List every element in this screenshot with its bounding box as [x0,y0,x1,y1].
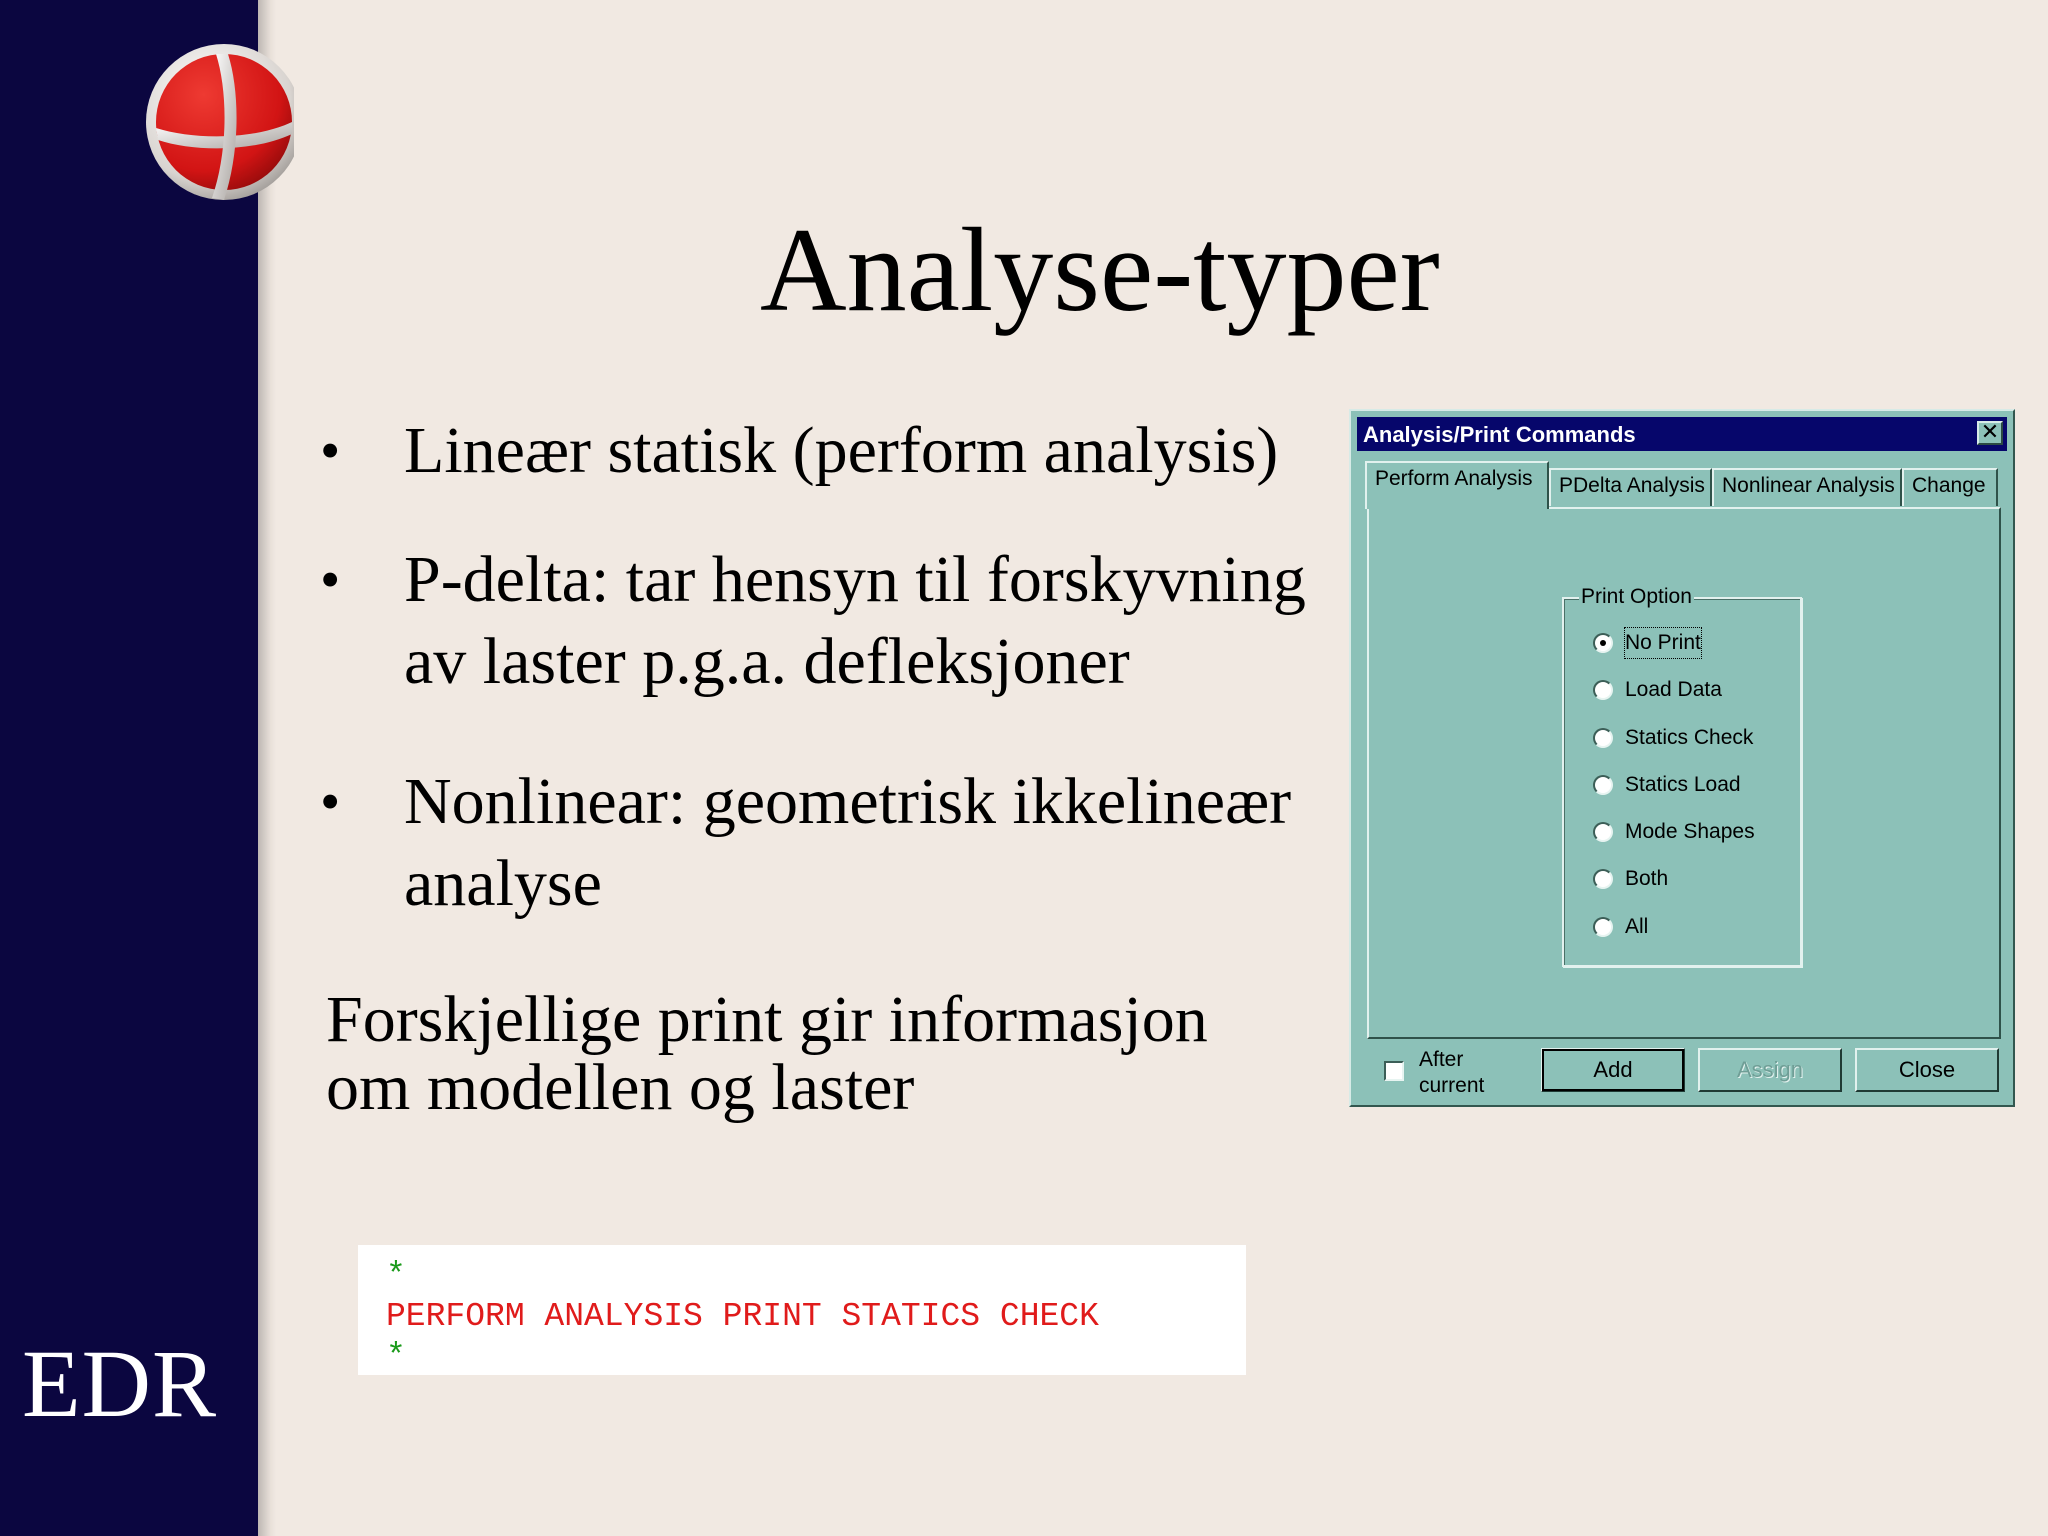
close-button[interactable] [1855,1048,1999,1092]
radio-circle[interactable] [1593,728,1613,748]
after-current-label[interactable] [1419,1047,1509,1099]
bullet-icon: • [320,418,341,483]
bullet-item [320,410,1360,492]
radio-label[interactable]: Load Data [1625,678,1722,701]
radio-label[interactable]: No Print [1625,628,1701,658]
radio-label[interactable]: All [1625,915,1649,938]
bullet-item [320,539,1360,703]
bullet-text: Lineær statisk (perform analysis) [404,414,1279,487]
add-button-label: Add [1593,1057,1633,1082]
bullet-text: Nonlinear: geometrisk ikkelineær analyse [404,765,1292,920]
radio-label[interactable]: Both [1625,867,1669,890]
radio-label[interactable]: Mode Shapes [1625,820,1755,843]
radio-circle[interactable] [1593,822,1613,842]
bullet-list [320,410,1360,925]
code-comment-line: * [386,1338,406,1375]
print-note-line: Forskjellige print gir informasjon [326,983,1208,1056]
assign-button[interactable] [1698,1048,1842,1092]
close-icon[interactable]: ✕ [1977,421,2003,445]
analysis-print-dialog [1349,409,2015,1107]
radio-circle[interactable] [1593,869,1613,889]
radio-label[interactable]: Statics Check [1625,726,1754,749]
radio-circle[interactable] [1593,917,1613,937]
add-button[interactable] [1541,1048,1685,1092]
after-current-label-line: After [1419,1048,1464,1071]
sidebar-shadow [258,0,276,1536]
assign-button-label: Assign [1736,1057,1804,1082]
tab-pdelta-analysis[interactable]: PDelta Analysis [1549,468,1712,506]
brand-text: EDR [22,1330,217,1437]
after-current-label-line: current [1419,1074,1485,1097]
code-command-line: PERFORM ANALYSIS PRINT STATICS CHECK [386,1298,1099,1335]
close-button-label: Close [1898,1057,1956,1082]
bullet-item [320,761,1360,925]
tab-change[interactable]: Change [1902,468,1998,506]
radio-circle[interactable] [1593,633,1613,653]
print-option-label: Print Option [1581,585,1692,608]
bullet-icon: • [320,769,341,834]
dialog-titlebar[interactable] [1357,417,2007,451]
tab-perform-analysis[interactable]: Perform Analysis [1365,461,1549,509]
after-current-checkbox[interactable] [1384,1061,1404,1081]
sidebar-strip [0,0,258,1536]
tab-nonlinear-analysis[interactable]: Nonlinear Analysis [1712,468,1902,506]
radio-circle[interactable] [1593,775,1613,795]
code-snippet [358,1245,1246,1375]
radio-label[interactable]: Statics Load [1625,773,1741,796]
print-note-line: om modellen og laster [326,1051,915,1124]
bullet-text: P-delta: tar hensyn til forskyvning av laster p.g.a. defleksjoner [404,543,1306,698]
dialog-title: Analysis/Print Commands [1363,422,1636,447]
radio-circle[interactable] [1593,680,1613,700]
code-comment-line: * [386,1257,406,1294]
bullet-icon: • [320,547,341,612]
radio-selected-dot [1600,640,1606,646]
print-note [326,983,1366,1124]
slide-title: Analyse-typer [760,203,1440,336]
globe-logo-icon [144,42,294,206]
